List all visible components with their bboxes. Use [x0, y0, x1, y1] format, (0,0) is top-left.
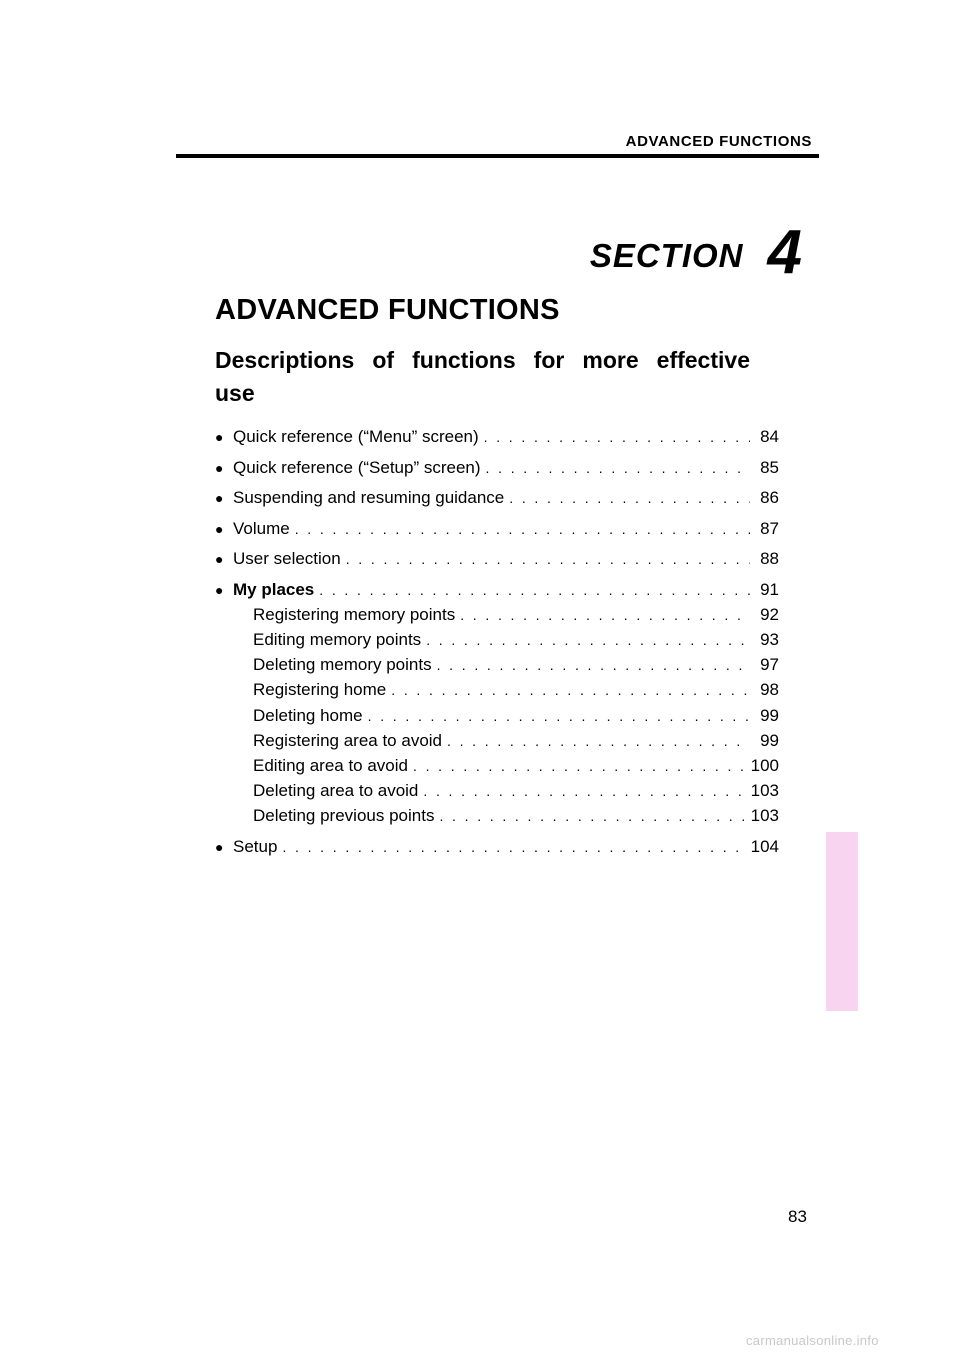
toc-label: User selection — [233, 549, 341, 569]
toc-page-number: 91 — [760, 579, 779, 599]
toc-label: Setup — [233, 836, 278, 856]
toc-subentry-registering-area-to-avoid[interactable] — [215, 728, 779, 754]
toc-page-number: 103 — [750, 805, 779, 825]
page-number: 83 — [788, 1207, 807, 1226]
toc-label: Registering memory points — [253, 605, 456, 625]
toc-page-number: 99 — [760, 730, 779, 750]
toc-entry-quick-reference-menu[interactable] — [215, 424, 779, 450]
dot-leader — [282, 835, 745, 860]
toc-page-number: 92 — [760, 605, 779, 625]
page-title: ADVANCED FUNCTIONS — [215, 294, 560, 326]
table-of-contents — [215, 424, 779, 860]
dot-leader — [426, 628, 750, 653]
toc-page-number: 98 — [760, 680, 779, 700]
dot-leader — [346, 547, 750, 572]
dot-leader — [413, 754, 746, 779]
toc-label: Editing memory points — [253, 630, 422, 650]
toc-page-number: 100 — [750, 755, 779, 775]
toc-page-number: 104 — [750, 836, 779, 856]
toc-page-number: 93 — [760, 630, 779, 650]
bullet-icon: ● — [215, 490, 224, 507]
toc-subentry-deleting-home[interactable] — [215, 703, 779, 729]
toc-label: Suspending and resuming guidance — [233, 488, 505, 508]
dot-leader — [447, 729, 750, 754]
toc-subentry-registering-memory-points[interactable] — [215, 602, 779, 628]
dot-leader — [391, 678, 750, 703]
toc-subentry-registering-home[interactable] — [215, 677, 779, 703]
bullet-icon: ● — [215, 429, 224, 445]
toc-entry-suspending-guidance[interactable] — [215, 485, 779, 511]
toc-page-number: 99 — [760, 705, 779, 725]
toc-subentry-editing-memory-points[interactable] — [215, 627, 779, 653]
section-side-tab — [826, 832, 858, 1011]
toc-page-number: 88 — [760, 549, 779, 569]
toc-label: Deleting memory points — [253, 655, 432, 675]
toc-page-number: 84 — [760, 427, 779, 446]
toc-label: My places — [233, 579, 315, 599]
toc-label: Quick reference (“Setup” screen) — [233, 457, 481, 477]
toc-label: Registering home — [253, 680, 387, 700]
toc-subentry-deleting-previous-points[interactable] — [215, 803, 779, 829]
bullet-icon: ● — [215, 838, 224, 855]
page-subtitle: Descriptions of functions for more effective use — [215, 347, 750, 406]
section-word: SECTION — [589, 237, 744, 274]
toc-subentry-deleting-memory-points[interactable] — [215, 652, 779, 678]
dot-leader — [460, 603, 750, 628]
dot-leader — [486, 456, 750, 481]
dot-leader — [439, 804, 745, 829]
bullet-icon: ● — [215, 459, 224, 476]
toc-entry-setup[interactable] — [215, 834, 779, 860]
toc-page-number: 97 — [760, 655, 779, 675]
dot-leader — [295, 517, 750, 542]
toc-entry-user-selection[interactable] — [215, 546, 779, 572]
watermark-text: carmanualsonline.info — [746, 1333, 879, 1348]
section-number: 4 — [767, 218, 802, 287]
bullet-icon: ● — [215, 520, 224, 537]
toc-label: Deleting previous points — [253, 805, 435, 825]
toc-label: Deleting area to avoid — [253, 780, 419, 800]
section-heading — [589, 218, 802, 287]
toc-subentry-editing-area-to-avoid[interactable] — [215, 753, 779, 779]
header-rule — [176, 154, 819, 158]
toc-entry-quick-reference-setup[interactable] — [215, 455, 779, 481]
toc-entry-volume[interactable] — [215, 516, 779, 542]
toc-page-number: 85 — [760, 457, 779, 477]
bullet-icon: ● — [215, 551, 224, 568]
bullet-icon: ● — [215, 581, 224, 598]
toc-label: Registering area to avoid — [253, 730, 443, 750]
dot-leader — [368, 704, 750, 729]
toc-page-number: 87 — [760, 518, 779, 538]
toc-label: Editing area to avoid — [253, 755, 408, 775]
toc-page-number: 103 — [750, 780, 779, 800]
dot-leader — [509, 486, 750, 511]
toc-label: Volume — [233, 518, 290, 538]
dot-leader — [437, 653, 750, 678]
toc-entry-my-places[interactable] — [215, 577, 779, 603]
dot-leader — [319, 578, 750, 603]
toc-label: Quick reference (“Menu” screen) — [233, 427, 479, 446]
toc-label: Deleting home — [253, 705, 363, 725]
dot-leader — [423, 779, 745, 804]
dot-leader — [484, 425, 750, 450]
toc-subentry-deleting-area-to-avoid[interactable] — [215, 778, 779, 804]
toc-page-number: 86 — [760, 488, 779, 508]
running-header: ADVANCED FUNCTIONS — [625, 133, 812, 150]
